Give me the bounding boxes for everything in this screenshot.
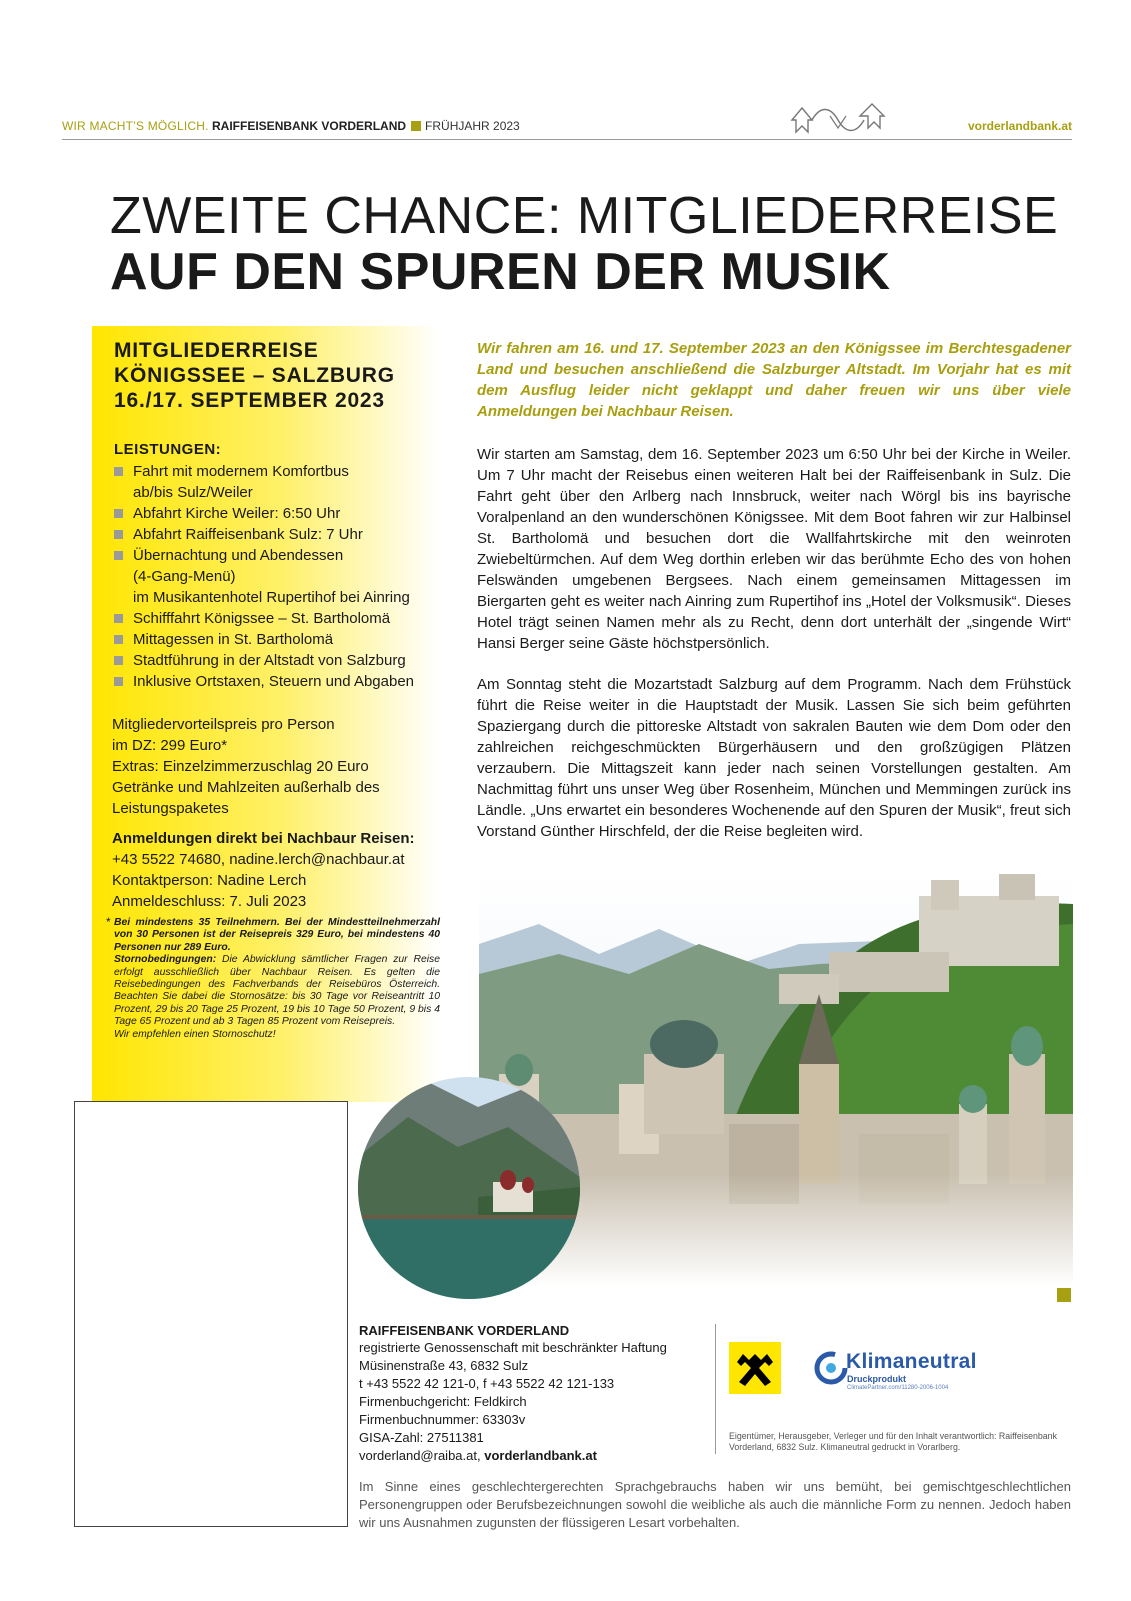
article-lead: Wir fahren am 16. und 17. September 2023 an den Königssee im Berchtesgadener Land und besuchen anschließend die Salzburger Altstadt. Im Vorjahr hat es mit dem Ausflug leider nicht geklappt und daher freuen wir uns über viele Anmeldungen bei Nachbaur Reisen. [477,340,1071,420]
bullet-square-icon [114,635,123,644]
klimaneutral-url: ClimatePartner.com/11280-2006-1004 [847,1385,949,1391]
registration-contact[interactable]: +43 5522 74680, nadine.lerch@nachbaur.at [112,851,405,868]
sidebar-heading-line: MITGLIEDERREISE [114,339,319,362]
registration-label: Anmeldungen direkt bei Nachbaur Reisen: [112,830,415,847]
header-season: FRÜHJAHR 2023 [425,119,520,133]
list-item: Abfahrt Kirche Weiler: 6:50 Uhr [112,503,442,524]
fine-print: * Bei mindestens 35 Teilnehmern. Bei der Mindestteilnehmerzahl von 30 Personen ist der Reisepreis 329 Euro, bei mindestens 40 Personen nur 289 Euro. Stornobedingungen: Die Abwicklung sämtlicher Fragen zur Reise erfolgt ausschließlich über Nachbaur Reisen. Es gelten die Reisebedingungen des Fachverbands der Reisebüros Österreich. Beachten Sie dabei die Stornosätze: bis 30 Tage vor Reiseantritt 10 Prozent, 29 bis 20 Tage 25 Prozent, 19 bis 10 Tage 50 Prozent, 9 bis 4 Tage 65 Prozent und ab 3 Tagen 85 Prozent vom Reisepreis. Wir empfehlen einen Stornoschutz! [106,915,441,1040]
sidebar-heading [114,338,395,413]
raiffeisen-wave-logo-icon [790,98,886,140]
page-header [62,119,1072,139]
koenigssee-photo [358,1077,580,1299]
empty-box [74,1101,348,1527]
end-square-icon [1057,1288,1071,1302]
leistungen-label: LEISTUNGEN: [114,441,222,458]
klimaneutral-title: Klimaneutral [846,1350,977,1373]
header-divider [62,139,1072,140]
registration-info: Anmeldungen direkt bei Nachbaur Reisen: +43 5522 74680, nadine.lerch@nachbaur.at Kontaktperson: Nadine Lerch Anmeldeschluss: 7. Juli 2023 [112,828,442,912]
list-item: Stadtführung in der Altstadt von Salzburg [112,650,442,671]
bullet-square-icon [114,467,123,476]
price-info: Mitgliedervorteilspreis pro Person im DZ: 299 Euro* Extras: Einzelzimmerzuschlag 20 Euro Getränke und Mahlzeiten außerhalb des Leistungspaketes [112,716,380,817]
header-square-icon [411,121,421,131]
article-paragraph: Wir starten am Samstag, dem 16. September 2023 um 6:50 Uhr bei der Kirche in Weiler. Um 7 Uhr macht der Reisebus einen weiteren Halt bei der Raiffeisenbank in Sulz. Die Fahrt geht über den Arlberg nach Innsbruck, weiter nach Wörgl bis ins bayrische Voralpenland an den wunderschönen Königssee. Mit dem Boot fahren wir zur Halbinsel St. Bartholomä und besuchen dort die Wallfahrtskirche mit den weinroten Zwiebeltürmchen. Auf dem Weg dorthin erleben wir das berühmte Echo des von hohen Felswänden umgebenen Bergsees. Nach einem gemeinsamen Mittagessen im Biergarten geht es weiter nach Ainring zum Rupertihof ins „Hotel der Volksmusik“. Dieses Hotel trägt seinen Namen mehr als zu Recht, denn dort unterhält der „singende Wirt“ Hansi Berger seine Gäste höchstpersönlich. [477,446,1071,652]
footer-bank-name: RAIFFEISENBANK VORDERLAND [359,1323,570,1338]
headline-line-1: ZWEITE CHANCE: MITGLIEDERREISE [110,187,1059,245]
bullet-square-icon [114,530,123,539]
sidebar-heading-line: KÖNIGSSEE – SALZBURG [114,364,395,387]
list-item: Übernachtung und Abendessen (4-Gang-Menü) im Musikantenhotel Rupertihof bei Ainring [112,545,442,608]
gender-disclaimer: Im Sinne eines geschlechtergerechten Sprachgebrauchs haben wir uns bemüht, bei gemischtgeschlechtlichen Personengruppen oder Berufsbezeichnungen sowohl die weibliche als auch die männliche Form zu nennen. Jedoch haben wir uns Ausnahmen zugunsten der flüssigeren Lesart vorbehalten. [359,1479,1071,1530]
footer-website-link[interactable]: vorderlandbank.at [484,1448,597,1463]
leistungen-list [112,461,442,692]
list-item: Mittagessen in St. Bartholomä [112,629,442,650]
bullet-square-icon [114,677,123,686]
bullet-square-icon [114,614,123,623]
imprint: Eigentümer, Herausgeber, Verleger und für den Inhalt verantwortlich: Raiffeisenbank Vorderland, 6832 Sulz. Klimaneutral gedruckt in Vorarlberg. [729,1431,1057,1452]
klimaneutral-subtitle: Druckprodukt [847,1374,907,1384]
footer-address: registrierte Genossenschaft mit beschränkter Haftung Müsinenstraße 43, 6832 Sulz t +43 5522 42 121-0, f +43 5522 42 121-133 Firmenbuchgericht: Feldkirch Firmenbuchnummer: 63303v GISA-Zahl: 27511381 vorderland@raiba.at, vorderlandbank.at [359,1340,667,1463]
header-website-link[interactable]: vorderlandbank.at [967,119,1072,133]
sidebar-heading-line: 16./17. SEPTEMBER 2023 [114,389,385,412]
bullet-square-icon [114,656,123,665]
footer-divider [715,1324,716,1454]
list-item: Abfahrt Raiffeisenbank Sulz: 7 Uhr [112,524,442,545]
climate-partner-icon [814,1351,848,1385]
bullet-square-icon [114,551,123,560]
raiffeisen-logo-icon [729,1342,781,1394]
list-item: Schifffahrt Königssee – St. Bartholomä [112,608,442,629]
footer-email-link[interactable]: vorderland@raiba.at, [359,1448,485,1463]
list-item: Inklusive Ortstaxen, Steuern und Abgaben [112,671,442,692]
article-paragraph: Am Sonntag steht die Mozartstadt Salzburg auf dem Programm. Nach dem Frühstück führt die Reise weiter in die Hauptstadt der Musik. Lassen Sie sich beim geführten Spaziergang durch die pittoreske Altstadt von sakralen Bauten wie dem Dom oder den zahlreichen reichgeschmückten Bürgerhäusern und den großzügigen Plätzen verzaubern. Die Mittagszeit kann jeder nach seinen Vorstellungen gestalten. Am Nachmittag führt uns unser Weg über Rosenheim, München und Memmingen zurück ins Ländle. „Uns erwartet ein besonderes Wochenende auf den Spuren der Musik“, freut sich Vorstand Günther Hirschfeld, der die Reise begleiten wird. [477,676,1071,840]
headline-line-2: AUF DEN SPUREN DER MUSIK [110,243,891,301]
header-bank-name: RAIFFEISENBANK VORDERLAND [212,119,407,133]
footnote-star: * [106,915,111,929]
header-tagline: WIR MACHT’S MÖGLICH. [62,119,209,133]
bullet-square-icon [114,509,123,518]
list-item: Fahrt mit modernem Komfortbus ab/bis Sulz/Weiler [112,461,442,503]
